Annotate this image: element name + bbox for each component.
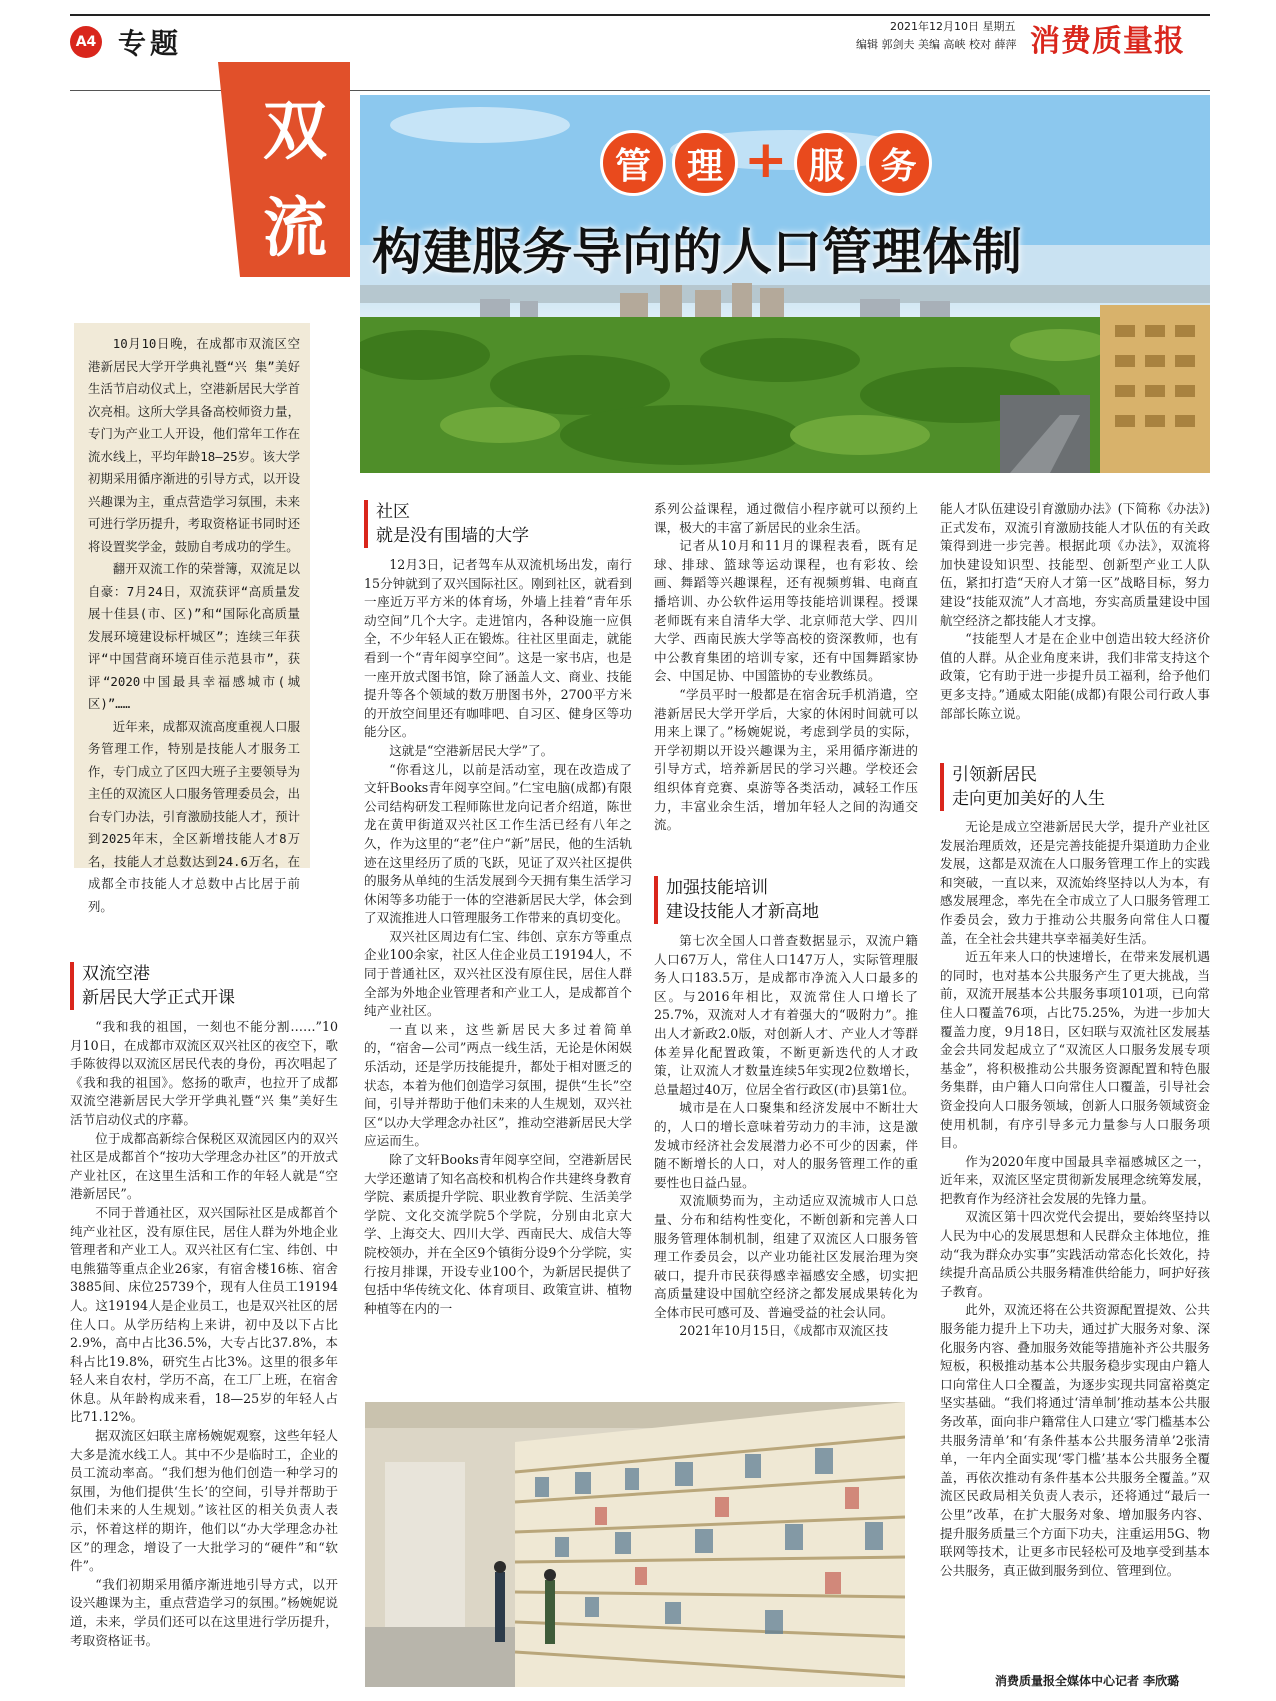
heading-line: 建设技能人才新高地 [666,902,819,922]
body-paragraph: 除了文轩Books青年阅享空间，空港新居民大学还邀请了知名高校和机构合作共建终身教育学院、素质提升学院、职业教育学院、生活美学学院、文化交流学院5个学院，分别由北京大学、上海交大、四川大学、西南民大、成信大等院校领办，并在全区9个镇街分设9个分学院，实行按月排课，开设专业100个，为新居民提供了包括中华传统文化、体育项目、政策宣讲、植物种植等在内的一 [364,1152,632,1316]
section-heading [364,500,529,548]
body-paragraph: 据双流区妇联主席杨婉妮观察，这些年轻人大多是流水线工人。其中不少是临时工，企业的员工流动率高。“我们想为他们创造一种学习的氛围，为他们提供‘生长’的空间，引导并帮助于他们未来的人生规划。”该社区的相关负责人表示，怀着这样的期许，他们以“办大学理念办社区”的理念，增设了一大批学习的“硬件”和“软件”。 [70,1428,338,1574]
body-paragraph: 一直以来，这些新居民大多过着简单的，“宿舍—公司”两点一线生活，无论是休闲娱乐活动，还是学历技能提升，都处于相对匮乏的状态，本着为他们创造学习氛围，提供“生长”空间，引导并帮助于他们未来的人生规划，双兴社区“以办大学理念办社区”，推动空港新居民大学应运而生。 [364,1021,632,1149]
heading-line: 就是没有围墙的大学 [376,526,529,546]
body-paragraph: 能人才队伍建设引育激励办法》(下简称《办法》)正式发布，双流引育激励技能人才队伍的有关政策得到进一步完善。根据此项《办法》，双流将加快建设知识型、技能型、创新型产业工人队伍，紧扣打造“天府人才第一区”战略目标，努力建设“技能双流”人才高地，夯实高质量建设中国航空经济之都技能人才支撑。 [940,501,1210,628]
heading-line: 双流空港 [82,964,150,984]
body-paragraph: “我和我的祖国，一刻也不能分割……”10月10日，在成都市双流区双兴社区的夜空下，歌手陈彼得以双流区居民代表的身份，再次唱起了《我和我的祖国》。悠扬的歌声，也拉开了成都双流空港新居民大学开学典礼暨“兴 集”美好生活节启动仪式的序幕。 [70,1019,338,1127]
issue-date: 2021年12月10日 星期五 [890,20,1016,33]
bookstore-photo [365,1402,905,1687]
body-paragraph: “技能型人才是在企业中创造出较大经济价值的人群。从企业角度来讲，我们非常支持这个政策，它有助于进一步提升员工福利，给予他们更多支持。”通威太阳能(成都)有限公司行政人事部部长陈立说。 [940,631,1210,721]
region-label-char: 双 [263,94,327,169]
byline: 消费质量报全媒体中心记者 李欣璐 [995,1674,1180,1688]
body-paragraph: 2021年10月15日，《成都市双流区技 [679,1323,889,1339]
heading-line: 社区 [376,502,410,522]
body-paragraph: 此外，双流还将在公共资源配置提效、公共服务能力提升上下功夫，通过扩大服务对象、深化服务内容、叠加服务效能等措施补齐公共服务短板，积极推动基本公共服务稳步实现由户籍人口向常住人口全覆盖，为逐步实现共同富裕奠定坚实基础。“我们将通过‘清单制’推动基本公共服务改革，面向非户籍常住人口建立‘零门槛基本公共服务清单’和‘有条件基本公共服务清单’2张清单，一年内全面实现‘零门槛’基本公共服务全覆盖，再依次推动有条件基本公共服务全覆盖。”双流区民政局相关负责人表示，还将通过“最后一公里”改革，在扩大服务对象、增加服务内容、提升服务质量三个方面下功夫，注重运用5G、物联网等技术，让更多市民轻松可及地享受到基本公共服务，真正做到服务到位、管理到位。 [940,1302,1210,1578]
section-heading [940,763,1105,811]
headline-kicker [600,130,932,196]
kicker-circle: 管 [600,130,666,196]
heading-line: 走向更加美好的人生 [952,789,1105,809]
section-title: 专题 [118,27,183,60]
section-heading [654,876,819,924]
body-paragraph: 不同于普通社区，双兴国际社区是成都首个纯产业社区，没有原住民，居住人群为外地企业管理者和产业工人。双兴社区有仁宝、纬创、中电熊猫等重点企业26家，有宿舍楼16栋、宿舍3885间、床位25739个，现有人住员工19194人。这19194人是企业员工，也是双兴社区的居住人口。从学历结构上来讲，初中及以下占比2.9%，高中占比36.5%，大专占比37.8%，本科占比19.8%，研究生占比3%。这里的很多年轻人来自农村，学历不高，在工厂上班，在宿舍休息。从年龄构成来看，18—25岁的年轻人占比71.12%。 [70,1204,338,1425]
article-column-2 [364,556,632,1318]
body-paragraph: 作为2020年度中国最具幸福感城区之一，近年来，双流区坚定贯彻新发展理念统筹发展，把教育作为经济社会发展的先锋力量。 [940,1153,1210,1206]
main-headline: 构建服务导向的人口管理体制 [372,223,1022,281]
kicker-circle: 理 [672,130,738,196]
heading-line: 加强技能培训 [666,878,768,898]
region-label [240,62,350,277]
article-column-4-top [940,500,1210,723]
body-paragraph: 系列公益课程，通过微信小程序就可以预约上课，极大的丰富了新居民的业余生活。 [654,501,918,535]
intro-paragraph: 翻开双流工作的荣誉簿，双流足以自豪：7月24日，双流获评“高质量发展十佳县(市、区)”和“国际化高质量发展环境建设标杆城区”；连续三年获评“中国营商环境百佳示范县市”，获评“2020中国最具幸福感城市(城区)”…… [88,561,300,711]
body-paragraph: 近五年来人口的快速增长，在带来发展机遇的同时，也对基本公共服务产生了更大挑战，当前，双流开展基本公共服务事项101项，已向常住人口覆盖76项，占比75.25%，为进一步加大覆盖力度，9月18日，区妇联与双流社区发展基金会共同发起成立了“双流区人口服务发展专项基金”，将积极推动公共服务资源配置和特色服务集群，由户籍人口向常住人口覆盖，引导社会资金投向人口服务领域，创新人口服务领域资金使用机制，有序引导多元力量参与人口服务项目。 [940,949,1210,1151]
body-paragraph: 这就是“空港新居民大学”了。 [389,742,554,758]
newspaper-masthead: 消费质量报 [1030,24,1185,59]
heading-line: 引领新居民 [952,765,1037,785]
body-paragraph: 双流区第十四次党代会提出，要始终坚持以人民为中心的发展思想和人民群众主体地位，推动“我为群众办实事”实践活动常态化长效化，持续提升高品质公共服务精准供给能力，呵护好孩子教育。 [940,1209,1210,1299]
body-paragraph: 双兴社区周边有仁宝、纬创、京东方等重点企业100余家，社区人住企业员工19194人，不同于普通社区，双兴社区没有原住民，居住人群全部为外地企业管理者和产业工人，是成都首个纯产业社区。 [364,928,632,1019]
body-paragraph: 位于成都高新综合保税区双流园区内的双兴社区是成都首个“按功大学理念办社区”的开放式产业社区，在这里生活和工作的年轻人就是“空港新居民”。 [70,1130,338,1202]
article-column-1 [70,1018,338,1650]
kicker-circle: 服 [794,130,860,196]
bookstore-illustration [365,1402,905,1687]
intro-box [74,323,310,914]
region-label-char: 流 [263,191,327,266]
body-paragraph: 双流顺势而为，主动适应双流城市人口总量、分布和结构性变化，不断创新和完善人口服务管理体制机制，组建了双流区人口服务管理工作委员会，以产业功能社区发展治理为突破口，提升市民获得感幸福感安全感，切实把高质量建设中国航空经济之都发展成果转化为全体市民可感可及、普遍受益的社会认同。 [654,1193,918,1320]
intro-paragraph: 10月10日晚，在成都市双流区空港新居民大学开学典礼暨“兴 集”美好生活节启动仪式上，空港新居民大学首次亮相。这所大学具备高校师资力量，专门为产业工人开设，他们常年工作在流水线上，平均年龄18—25岁。该大学初期采用循序渐进的引导方式，以开设兴趣课为主，重点营造学习氛围，未来可进行学历提升，考取资格证书同时还将设置奖学金，鼓励自考成功的学生。 [88,336,300,554]
kicker-plus: + [744,130,788,190]
article-column-3 [654,932,918,1341]
body-paragraph: “你看这儿，以前是活动室，现在改造成了文轩Books青年阅享空间。”仁宝电脑(成都)有限公司结构研发工程师陈世龙向记者介绍道，陈世龙在黄甲街道双兴社区工作生活已经有八年之久，作为这里的“老”住户“新”居民，他的生活轨迹在这里经历了质的飞跃，见证了双兴社区提供的服务从单纯的生活发展到今天拥有集生活学习休闲等多功能于一体的空港新居民大学，体会到了双流推进人口管理服务工作带来的真切变化。 [364,761,632,926]
page-number-badge: A4 [70,26,102,58]
kicker-circle: 务 [866,130,932,196]
body-paragraph: 无论是成立空港新居民大学，提升产业社区发展治理质效，还是完善技能提升渠道助力企业发展，这都是双流在人口服务管理工作上的实践和突破，一直以来，双流始终坚持以人为本，有感发展理念，率先在全市成立了人口服务管理工作委员会，致力于推动公共服务向常住人口覆盖，在全社会共建共享幸福美好生活。 [940,819,1210,946]
article-column-3-top [654,500,918,835]
body-paragraph: “我们初期采用循序渐进地引导方式，以开设兴趣课为主，重点营造学习的氛围。”杨婉妮说道，未来，学员们还可以在这里进行学历提升，考取资格证书。 [70,1576,338,1648]
body-paragraph: 记者从10月和11月的课程表看，既有足球、排球、篮球等运动课程，也有彩妆、绘画、舞蹈等兴趣课程，还有视频剪辑、电商直播培训、办公软件运用等技能培训课程。授课老师既有来自清华大学、北京师范大学、四川大学、西南民族大学等高校的资深教师，也有中公教育集团的培训专家，还有中国舞蹈家协会、中国足协、中国篮协的专业教练员。 [654,538,918,684]
body-paragraph: 第七次全国人口普查数据显示，双流户籍人口67万人，常住人口147万人，实际管理服务人口183.5万，是成都市净流入人口最多的区。与2016年相比，双流常住人口增长了25.7%，双流对人才有着强大的“吸附力”。推出人才新政2.0版，对创新人才、产业人才等群体差异化配置政策，不断更新迭代的人才政策，让双流人才数量连续5年实现2位数增长，总量超过40万，位居全省行政区(市)县第1位。 [654,933,918,1097]
editor-credits: 编辑 郭剑夫 美编 高峡 校对 薛萍 [856,38,1017,51]
body-paragraph: 12月3日，记者驾车从双流机场出发，南行15分钟就到了双兴国际社区。刚到社区，就看到一座近万平方米的体育场，外墙上挂着“青年乐动空间”几个大字。走进馆内，各种设施一应俱全，不少年轻人正在锻炼。往社区里面走，就能看到一个“青年阅享空间”。这是一家书店，也是一座开放式图书馆，除了涵盖人文、商业、技能提升等各个领域的数万册图书外，2700平方米的开放空间里还有咖啡吧、自习区、健身区等功能分区。 [364,557,632,740]
body-paragraph: 城市是在人口聚集和经济发展中不断壮大的，人口的增长意味着劳动力的丰沛，这是激发城市经济社会发展潜力必不可少的因素，伴随不断增长的人口，对人的服务管理工作的重要性也日益凸显。 [654,1100,918,1190]
intro-paragraph: 近年来，成都双流高度重视人口服务管理工作，特别是技能人才服务工作，专门成立了区四大班子主要领导为主任的双流区人口服务管理委员会，出台专门办法，引育激励技能人才，预计到2025年末，全区新增技能人才8万名，技能人才总数达到24.6万名，在成都全市技能人才总数中占比居于前列。 [88,718,300,914]
heading-line: 新居民大学正式开课 [82,988,235,1008]
article-column-4 [940,818,1210,1580]
section-heading [70,962,235,1010]
body-paragraph: “学员平时一般都是在宿舍玩手机消遣，空港新居民大学开学后，大家的休闲时间就可以用来上课了。”杨婉妮说，考虑到学员的实际，开学初期以开设兴趣课为主，采用循序渐进的引导方式，培养新居民的学习兴趣。学校还会组织体育竞赛、桌游等各类活动，减轻工作压力，丰富业余生活，增加年轻人之间的沟通交流。 [654,686,918,833]
